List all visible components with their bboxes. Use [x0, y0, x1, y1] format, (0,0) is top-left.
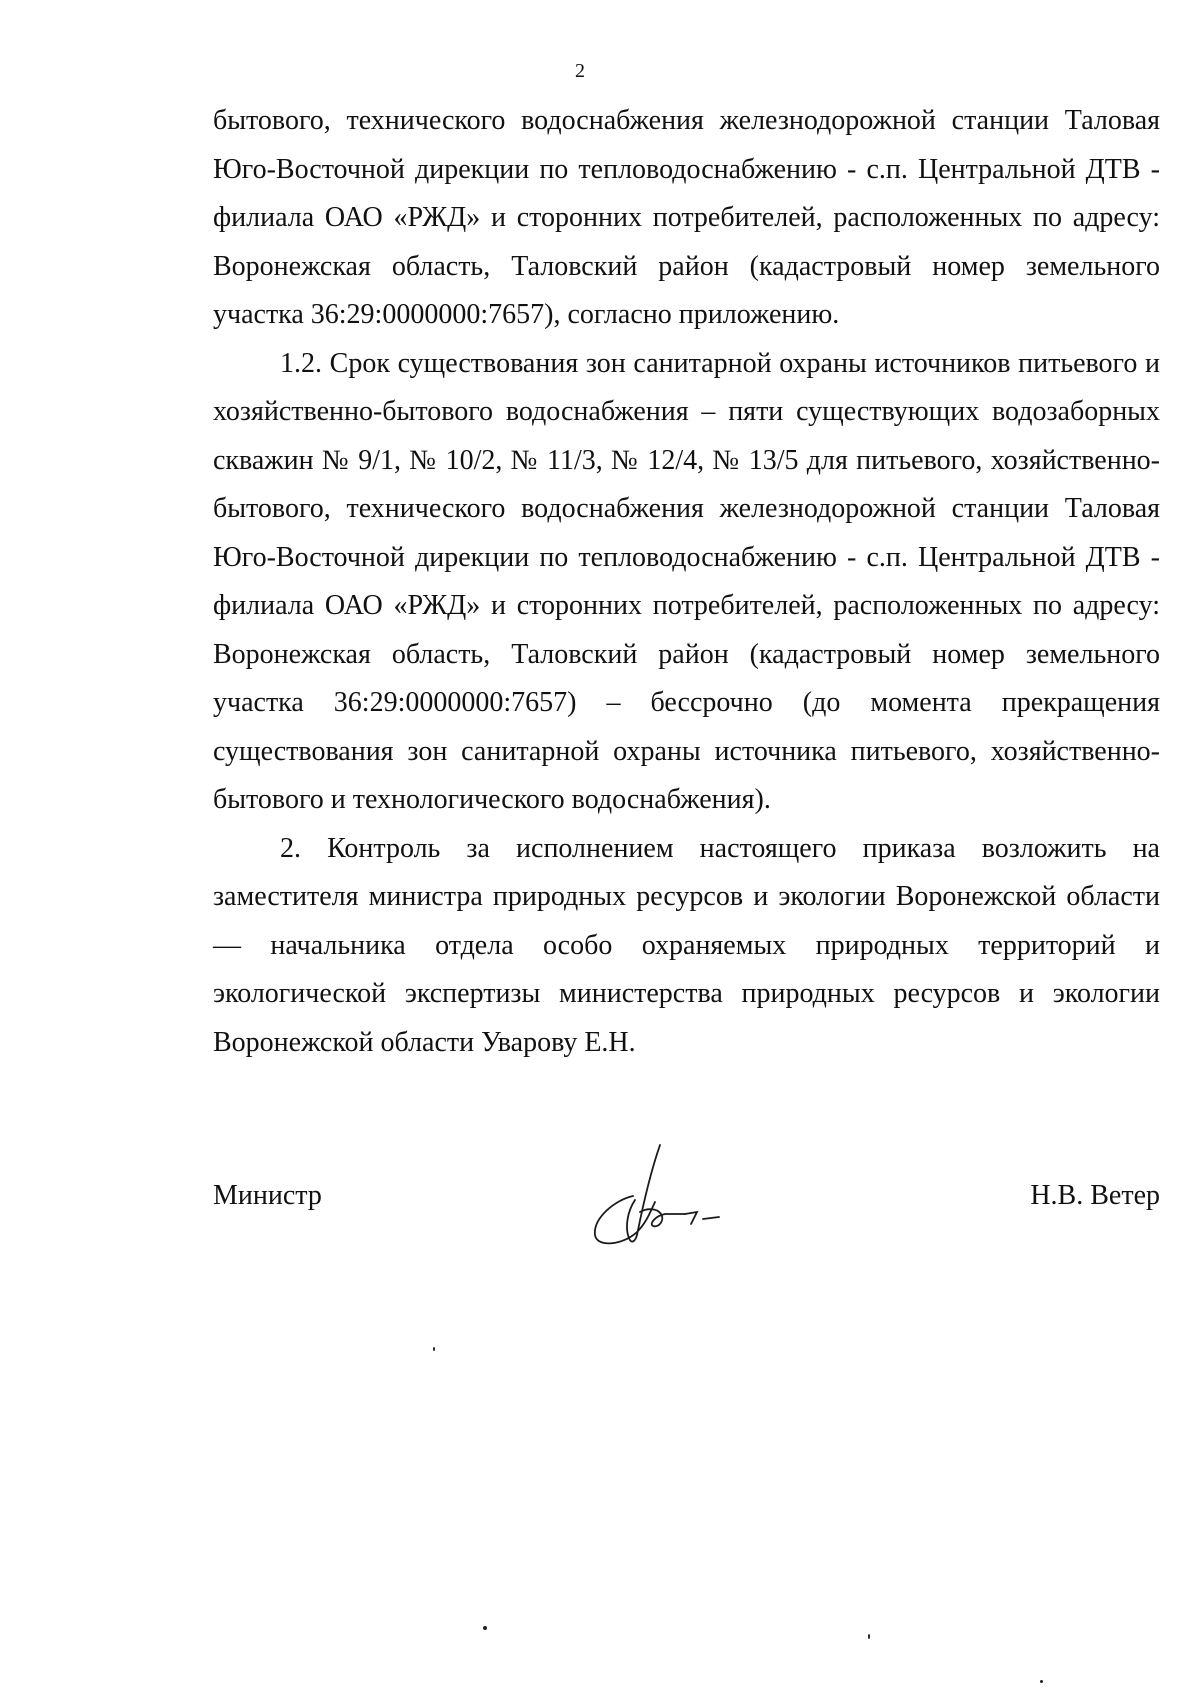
- handwritten-signature: [585, 1140, 745, 1250]
- paragraph-1-2: 1.2. Срок существования зон санитарной охраны источников питьевого и хозяйственно-бытового водоснабжения – пяти существующих водозаборных скважин № 9/1, № 10/2, № 11/3, № 12/4, № 13/5 для питьевого, хозяйственно-бытового, технического водоснабжения железнодорожной станции Таловая Юго-Восточной дирекции по тепловодоснабжению - с.п. Центральной ДТВ - филиала ОАО «РЖД» и сторонних потребителей, расположенных по адресу: Воронежская область, Таловский район (кадастровый номер земельного участка 36:29:0000000:7657) – бессрочно (до момента прекращения существования зон санитарной охраны источника питьевого, хозяйственно-бытового и технологического водоснабжения).: [213, 347, 1160, 815]
- document-body: [213, 97, 1160, 1067]
- scan-speck: [483, 1626, 487, 1630]
- scan-speck: [868, 1634, 870, 1639]
- scan-speck: [1040, 1680, 1043, 1683]
- scan-speck: [433, 1347, 435, 1351]
- position-title: Министр: [213, 1180, 322, 1211]
- paragraph-2: 2. Контроль за исполнением настоящего приказа возложить на заместителя министра природных ресурсов и экологии Воронежской области — начальника отдела особо охраняемых природных территорий и экологической экспертизы министерства природных ресурсов и экологии Воронежской области Уварову Е.Н.: [213, 832, 1160, 1058]
- signer-name: Н.В. Ветер: [1030, 1180, 1160, 1211]
- paragraph-continuation: бытового, технического водоснабжения железнодорожной станции Таловая Юго-Восточной дирекции по тепловодоснабжению - с.п. Центральной ДТВ - филиала ОАО «РЖД» и сторонних потребителей, расположенных по адресу: Воронежская область, Таловский район (кадастровый номер земельного участка 36:29:0000000:7657), согласно приложению.: [213, 105, 1160, 330]
- page-number: 2: [575, 60, 585, 82]
- signature-block: [213, 1180, 1160, 1280]
